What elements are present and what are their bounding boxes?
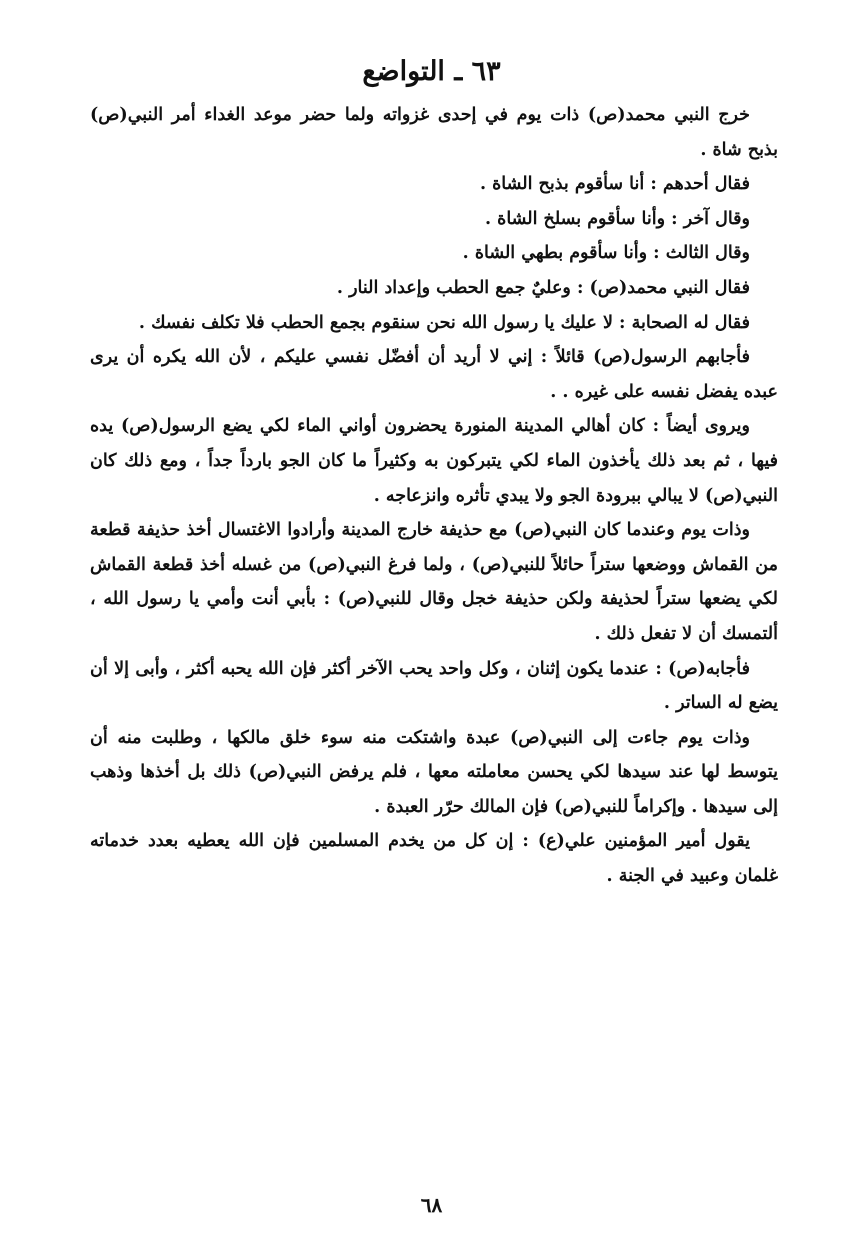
paragraph: فأجابهم الرسول(ص) قائلاً : إني لا أريد أن أفضّل نفسي عليكم ، لأن الله يكره أن يرى عبده يفضل نفسه على غيره . . bbox=[90, 347, 778, 402]
paragraph: فأجابه(ص) : عندما يكون إثنان ، وكل واحد يحب الآخر أكثر فإن الله يحبه أكثر ، وأبى إلا أن يضع له الساتر . bbox=[90, 658, 778, 714]
body-text bbox=[90, 98, 778, 894]
paragraph: وقال آخر : وأنا سأقوم بسلخ الشاة . bbox=[484, 208, 750, 229]
paragraph: وذات يوم وعندما كان النبي(ص) مع حذيفة خارج المدينة وأرادوا الاغتسال أخذ حذيفة قطعة من القماش ووضعها ستراً حائلاً للنبي(ص) ، ولما فرغ النبي(ص) من غسله أخذ قطعة القماش لكي يضعها ستراً لحذيفة ولكن حذيفة خجل وقال للنبي(ص) : بأبي أنت وأمي يا رسول الله ، ألتمسك أن لا تفعل ذلك . bbox=[90, 520, 778, 644]
paragraph: فقال له الصحابة : لا عليك يا رسول الله نحن سنقوم بجمع الحطب فلا تكلف نفسك . bbox=[138, 312, 750, 333]
paragraph: فقال النبي محمد(ص) : وعليٌ جمع الحطب وإعداد النار . bbox=[336, 277, 750, 298]
paragraph: يقول أمير المؤمنين علي(ع) : إن كل من يخدم المسلمين فإن الله يعطيه بعدد خدماته غلمان وعبيد في الجنة . bbox=[90, 831, 778, 887]
paragraph: خرج النبي محمد(ص) ذات يوم في إحدى غزواته ولما حضر موعد الغداء أمر النبي(ص) بذبح شاة . bbox=[90, 105, 778, 160]
page-number: ٦٨ bbox=[420, 1193, 443, 1217]
paragraph: وقال الثالث : وأنا سأقوم بطهي الشاة . bbox=[462, 243, 750, 264]
paragraph: وذات يوم جاءت إلى النبي(ص) عبدة واشتكت منه سوء خلق مالكها ، وطلبت منه أن يتوسط لها عند سيدها لكي يحسن معاملته معها ، فلم يرفض النبي(ص) ذلك بل أخذها وذهب إلى سيدها . وإكراماً للنبي(ص) فإن المالك حرّر العبدة . bbox=[90, 727, 778, 817]
chapter-title: ٦٣ ـ التواضع bbox=[362, 56, 501, 87]
paragraph: ويروى أيضاً : كان أهالي المدينة المنورة يحضرون أواني الماء لكي يضع الرسول(ص) يده فيها ، ثم بعد ذلك يأخذون الماء لكي يتبركون به وكثيراً ما كان الجو بارداً جداً ، ومع ذلك كان النبي(ص) لا يبالي ببرودة الجو ولا يبدي تأثره وانزعاجه . bbox=[90, 416, 778, 506]
paragraph: فقال أحدهم : أنا سأقوم بذبح الشاة . bbox=[479, 174, 750, 195]
